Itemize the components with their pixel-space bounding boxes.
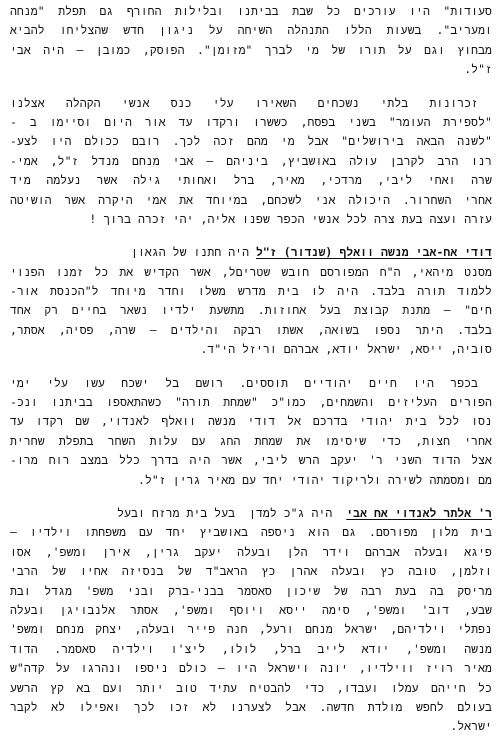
text-line: ז"ל. xyxy=(464,62,492,77)
text-line: נפתלי וילדיהם, ישראל מנחם ורעל, חנה פייר ובעלה, יצחק מנחם ומשפ' xyxy=(10,622,492,637)
text-line: ישראל. xyxy=(450,719,492,734)
text-line: מריסק בה בעת רבה של שיכון סאסמר בבני-ברק ובני משפ' מגדל ובת xyxy=(10,583,492,598)
text-line: בכפר היו חיים יהודיים תוססים. רושם בל ישכח עשו עלי ימי xyxy=(10,375,478,390)
text-line: "לשנה הבאה בירושלים" אבל מי מהם זכה לכך. רובם ככולם היו לצע- xyxy=(10,134,492,149)
paragraph-uncle-menashe xyxy=(10,243,492,359)
heading-rest: היה ג"כ למדן בעל בית מרזח ובעל xyxy=(117,505,347,520)
text-line: מאיר רויז ווילדיו, יונה וישראל היו – כולם ניספו ונהרגו על קדה"ש xyxy=(10,661,492,676)
text-line: עזרה ועצה בעת צרה לכל אנשי הכפר שפנו אליה, יהי זכרה ברוך ! xyxy=(89,211,492,226)
paragraph-village-life xyxy=(10,374,492,490)
paragraph-sefirat-haomer xyxy=(10,94,492,230)
text-line: אצל הדוד השני ר' יעקב הרש ליבי, אשר היה בדרך כלל במצב רוח מרו- xyxy=(10,453,492,468)
text-line: שבע, דוב' ומשפ', סימה ייסא ויוסף ומשפ', אסתר אלנבויגן ובעלה xyxy=(10,602,492,617)
text-line: מבחוץ וגם על תורו של מי לברך "מזומן". הפוסק, כמובן – היה אבי xyxy=(10,42,492,57)
text-line: זכרונות בלתי נשכחים השאירו עלי כנס אנשי הקהלה אצלנו xyxy=(10,95,478,110)
text-line: נסו לכל בית יהודי בדרכם אל דודי מנשה וואלף לאנדוי, שם רקדו עד xyxy=(10,414,492,429)
heading-line xyxy=(10,504,492,523)
text-line: מסנט מיהאי, ה"ח המפורסם חובש שטריםל, אשר הקדיש את כל זמנו הפנוי xyxy=(10,264,492,279)
text-line: הפורים העליזים והשמחים, כמו"כ "שמחת תורה" כשהתאספו בביתנו ונכ- xyxy=(10,395,492,410)
text-line: אחרי השחרור. היכולה אני לשכחם, במיוחד את אמי היקרה אשר הושיטה xyxy=(10,192,492,207)
section-heading: ר' אלתר לאנדוי אח אבי xyxy=(346,505,492,520)
text-line: כל חייהם עמלו ועבדו, כדי להבטיח עתיד טוב יותר ועם בא קץ הרשע xyxy=(10,680,492,695)
text-line: בית מלון מפורסם. גם הוא ניספה באושביץ יחד עם משפחתו וילדיו – xyxy=(10,525,492,540)
text-line: פיגא ובעלה אברהם וידר הלן ובעלה יעקב גרין, אירן ומשפ', אסו xyxy=(10,544,492,559)
heading-rest: היה חתנו של הגאון xyxy=(131,245,256,260)
text-line: ללמוד תורה בלבד. היה לו בית מדרש משלו וחדר מיוחד ל"הכנסת אור- xyxy=(10,284,492,299)
text-line: ומעריב". בשעות הללו התנהלה השיחה על ניגון חדש שהצליחו להביא xyxy=(10,23,492,38)
section-heading: דודי אח-אבי מנשה וואלף (שנדור) ז"ל xyxy=(255,245,492,260)
text-line: וזלמן, טובה כץ ובעלה אהרן כץ הראב"ד של בנסיזה אחיו של הרבי xyxy=(10,564,492,579)
text-line: חים" – מתנת קבוצת בעל אחוזות. מתשעת ילדיו נשאר בחיים רק אחד xyxy=(10,303,492,318)
text-line: אחרי חצות, כדי שיסימו את שמחת החג עם עלות השחר בתפלת שחרית xyxy=(10,433,492,448)
heading-line xyxy=(10,243,492,262)
paragraph-alter-landau xyxy=(10,504,492,737)
text-line: שרה ואחי ליבי, מרדכי, מאיר, ברל ואחותי גילה אשר נעלמה מיד xyxy=(10,173,492,188)
text-line: בלבד. היתר נספו בשואה, אשתו רבקה והילדים – שרה, פסיה, אסתר, xyxy=(10,322,492,337)
text-line: מם ומסמתה לשירה ולריקוד יהודי יחד עם מאיר גרין ז"ל. xyxy=(138,472,492,487)
text-line: סעודות" היו עורכים כל שבת בביתנו ובלילות החורף גם תפלת "מנחה xyxy=(10,4,492,18)
text-line: סוביה, ייסא, ישראל יודא, אברהם וריזל הי"ד. xyxy=(200,342,492,357)
text-line: מנשה ומשפ', יודא לייב ברל, לולו, ליצ'ו וילדיה סאסמר. הדוד xyxy=(10,641,492,656)
text-line: רנו הרב לקרבן עולה באושביץ, ביניהם – אבי מנחם מנדל ז"ל, אמי- xyxy=(10,153,492,168)
text-line: בעולם לחפש מולדת חדשה. אבל לצערנו לא זכו לכך ואפילו לא לקבר xyxy=(10,699,492,714)
text-line: "לספירת העומר" בשני בפסח, כששרו ורקדו עד אור היום וסיימו ב - xyxy=(10,114,492,129)
paragraph-seudot xyxy=(10,2,492,80)
